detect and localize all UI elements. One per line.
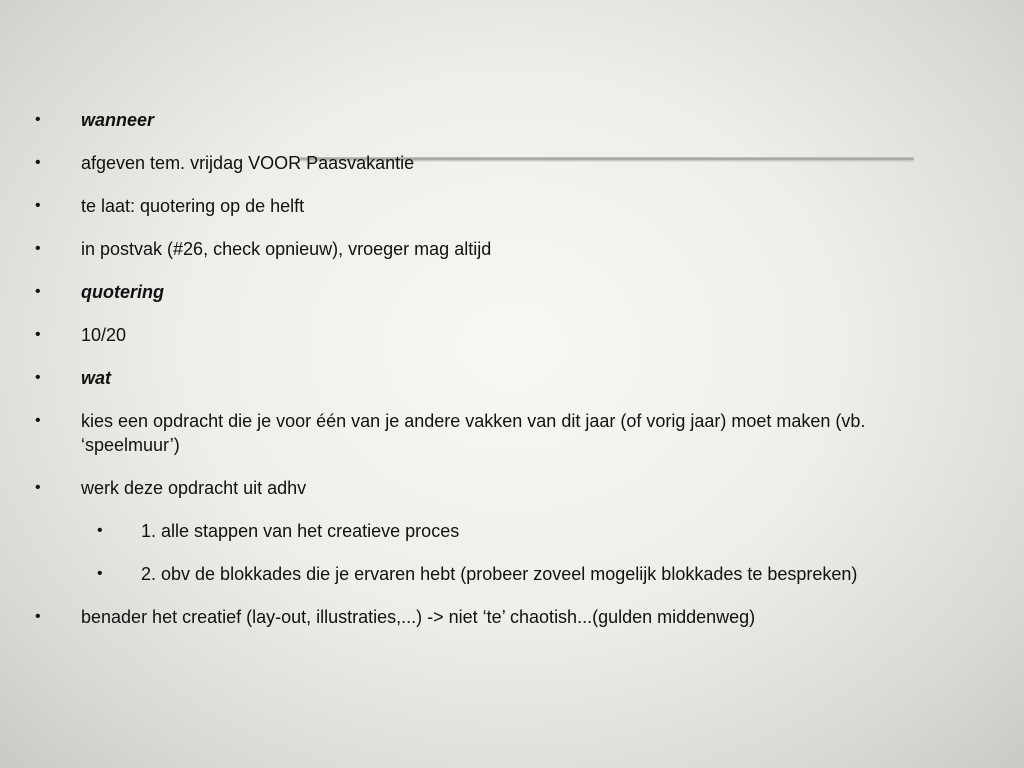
- bullet-text: 2. obv de blokkades die je ervaren hebt (probeer zoveel mogelijk blokkades te bespreken): [141, 564, 858, 584]
- list-item: [0, 237, 1024, 261]
- bullet-dot: •: [35, 412, 41, 429]
- bullet-dot: •: [35, 197, 41, 214]
- bullet-dot: •: [35, 240, 41, 257]
- bullet-text: 1. alle stappen van het creatieve proces: [141, 521, 460, 541]
- bullet-dot: •: [97, 565, 103, 582]
- list-item: [0, 605, 1024, 629]
- list-item: [0, 366, 1024, 390]
- bullet-text: wat: [81, 368, 112, 388]
- bullet-text: 10/20: [81, 325, 127, 345]
- bullet-text: te laat: quotering op de helft: [81, 196, 305, 216]
- bullet-dot: •: [35, 608, 41, 625]
- sub-list-item: [0, 519, 1024, 543]
- bullet-text: kies een opdracht die je voor één van je andere vakken van dit jaar (of vorig jaar) moet maken (vb. ‘speelmuur’): [81, 411, 866, 455]
- bullet-text: werk deze opdracht uit adhv: [81, 478, 307, 498]
- bullet-list: [0, 108, 1024, 648]
- bullet-dot: •: [35, 479, 41, 496]
- bullet-text: afgeven tem. vrijdag VOOR Paasvakantie: [81, 153, 415, 173]
- list-item: [0, 194, 1024, 218]
- list-item: [0, 476, 1024, 500]
- bullet-text: in postvak (#26, check opnieuw), vroeger mag altijd: [81, 239, 492, 259]
- sub-list-item: [0, 562, 1024, 586]
- bullet-dot: •: [35, 283, 41, 300]
- bullet-dot: •: [35, 326, 41, 343]
- bullet-text: quotering: [81, 282, 164, 302]
- bullet-dot: •: [35, 369, 41, 386]
- list-item: [0, 409, 1024, 457]
- list-item: [0, 151, 1024, 175]
- list-item: [0, 323, 1024, 347]
- bullet-text: wanneer: [81, 110, 155, 130]
- list-item: [0, 280, 1024, 304]
- bullet-dot: •: [35, 111, 41, 128]
- bullet-dot: •: [35, 154, 41, 171]
- bullet-dot: •: [97, 522, 103, 539]
- list-item: [0, 108, 1024, 132]
- bullet-text: benader het creatief (lay-out, illustraties,...) -> niet ‘te’ chaotish...(gulden middenweg): [81, 607, 756, 627]
